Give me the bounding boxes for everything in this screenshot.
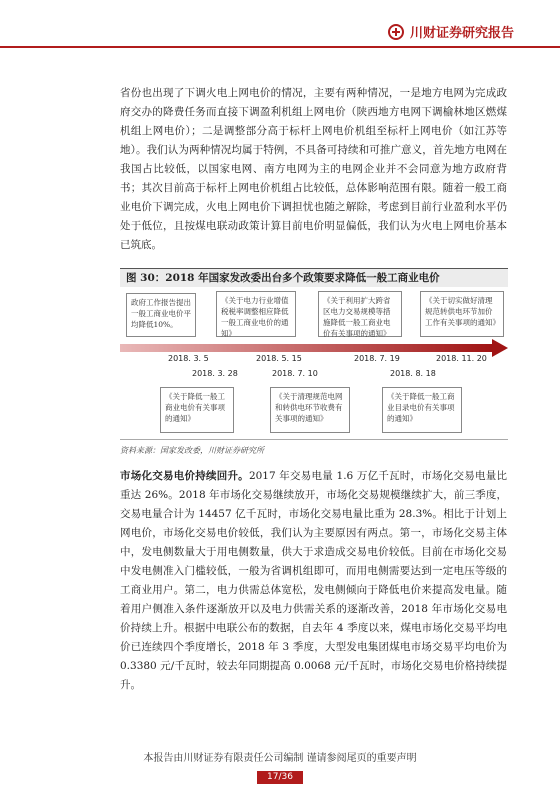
timeline-note: 《关于切实做好清理规范转供电环节加价工作有关事项的通知》 — [420, 291, 504, 337]
timeline-note: 《关于降低一般工商业目录电价有关事项的通知》 — [382, 387, 462, 433]
header-divider — [0, 46, 560, 48]
timeline-note: 《关于降低一般工商业电价有关事项的通知》 — [160, 387, 234, 433]
logo-icon — [388, 24, 404, 40]
timeline-note: 《关于利用扩大跨省区电力交易规模等措施降低一般工商业电价有关事项的通知》 — [318, 291, 402, 337]
brand-name: 川财证券研究报告 — [409, 26, 514, 41]
timeline-note: 政府工作报告提出一般工商业电价平均降低10%。 — [126, 293, 196, 337]
timeline-date: 2018. 7. 19 — [354, 354, 400, 363]
timeline-note: 《关于清理规范电网和转供电环节收费有关事项的通知》 — [270, 387, 350, 433]
figure-title-text: 图 30：2018 年国家发改委出台多个政策要求降低一般工商业电价 — [126, 272, 440, 284]
footer-disclaimer: 本报告由川财证券有限责任公司编制 谨请参阅尾页的重要声明 — [143, 753, 417, 764]
timeline-date: 2018. 11. 20 — [436, 354, 487, 363]
timeline-date: 2018. 3. 5 — [168, 354, 209, 363]
timeline-arrow-icon — [492, 339, 508, 357]
paragraph-lead: 市场化交易电价持续回升。 — [120, 470, 249, 482]
brand-header — [388, 22, 514, 41]
timeline-date: 2018. 3. 28 — [192, 369, 238, 378]
body-paragraph-2 — [120, 467, 507, 695]
page-number — [0, 764, 560, 784]
timeline-date: 2018. 7. 10 — [272, 369, 318, 378]
paragraph-body: 2017 年交易电量 1.6 万亿千瓦时，市场化交易电量比重达 26%。2018 年市场化交易继续放开，市场化交易规模继续扩大，前三季度，交易电量合计为 14457 亿千瓦时，市场化交易电量比重为 28.3%。相比于计划上网电价，市场化交易电价较低，我们认为主要原因有两点。第一，市场化交易主体中，发电侧数量大于用电侧数量，供大于求造成交易电价较低。目前在市场化交易中发电侧准入门槛较低，一般为省调机组即可，而用电侧需要达到一定电压等级的工商业用户。第二，电力供需总体宽松，发电侧倾向于降低电价来提高发电量。随着用户侧准入条件逐渐放开以及电力供需关系的逐渐改善，2018 年市场化交易电价持续上升。根据中电联公布的数据，自去年 4 季度以来，煤电市场化交易平均电价已连续四个季度增长，2018 年 3 季度，大型发电集团煤电市场交易平均电价为 0.3380 元/千瓦时，较去年同期提高 0.0068 元/千瓦时，市场化交易电价格持续提升。 — [120, 470, 508, 691]
timeline-note: 《关于电力行业增值税税率调整相应降低一般工商业电价的通知》 — [216, 291, 296, 337]
figure-source: 资料来源：国家发改委，川财证券研究所 — [120, 446, 264, 455]
figure-title — [120, 268, 508, 287]
timeline-date: 2018. 8. 18 — [390, 369, 436, 378]
body-paragraph-1: 省份也出现了下调火电上网电价的情况，主要有两种情况，一是地方电网为完成政府交办的降费任务而直接下调盈利机组上网电价（陕西地方电网下调榆林地区燃煤机组上网电价）；二是调整部分高于标杆上网电价机组至标杆上网电价（如江苏等地）。我们认为两种情况均属于特例，不具备可持续和可推广意义，首先地方电网在我国占比较低，以国家电网、南方电网为主的电网企业并不会同意为地方政府背书；其次目前高于标杆上网电价机组占比较低，总体影响范围有限。随着一般工商业电价下调完成，火电上网电价下调担忧也随之解除，考虑到目前行业盈利水平仍处于低位，且按煤电联动政策计算目前电价明显偏低，我们认为火电上网电价基本已筑底。 — [120, 87, 507, 251]
figure-timeline — [120, 287, 508, 440]
timeline-date: 2018. 5. 15 — [256, 354, 302, 363]
timeline-bar — [120, 344, 492, 352]
page-number-text: 17/36 — [257, 771, 303, 784]
